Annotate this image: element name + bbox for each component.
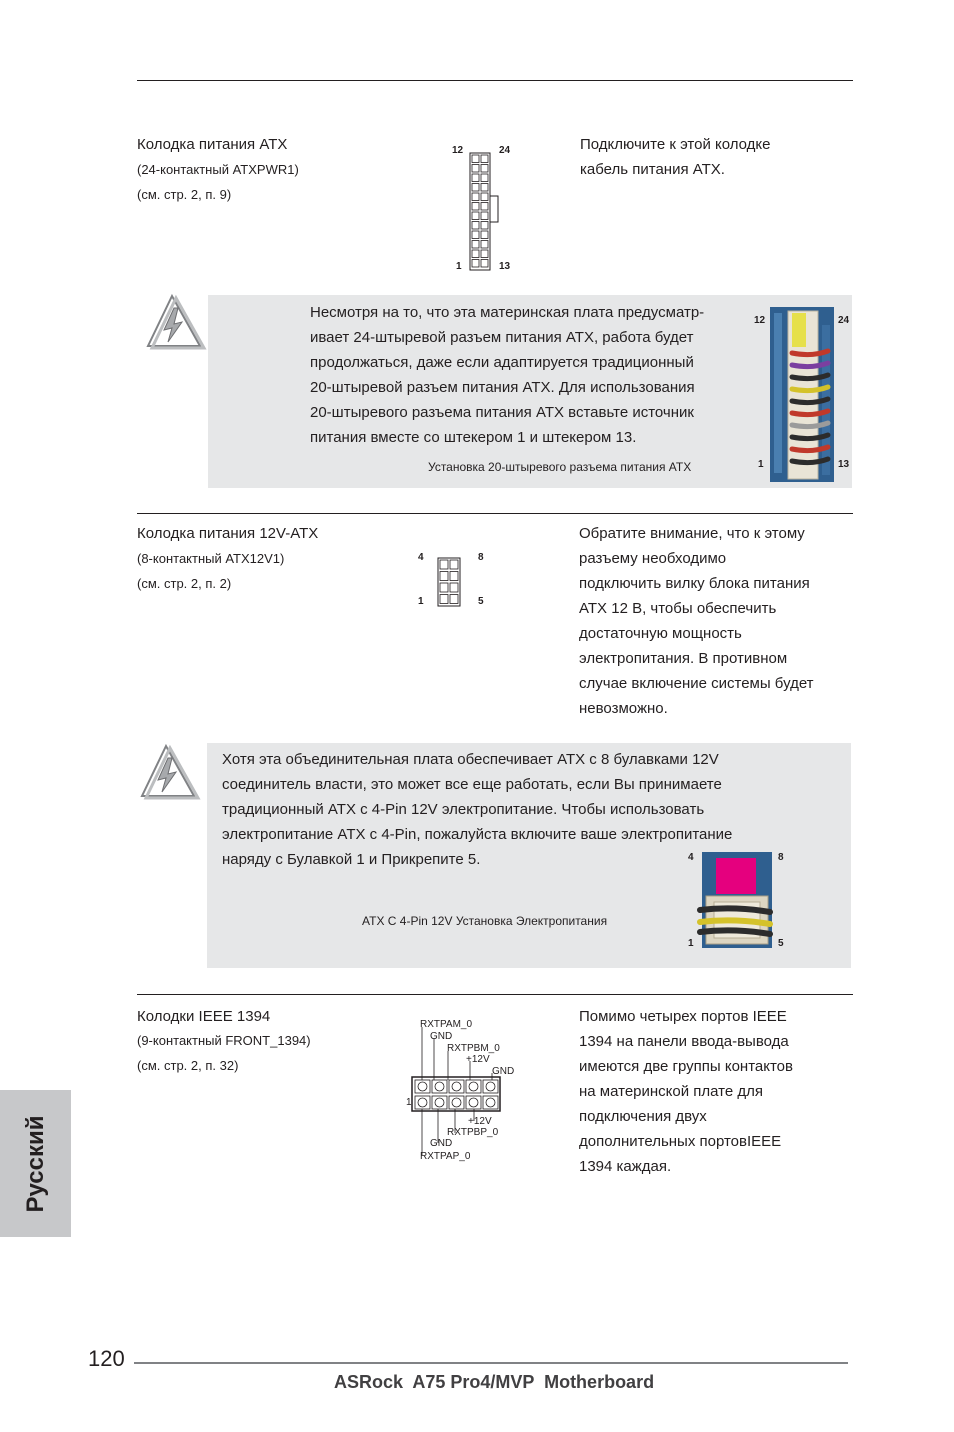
12v-desc-line: разъему необходимо: [579, 550, 727, 567]
warning-triangle-icon: [140, 292, 212, 352]
1394-pin-label-top: +12V: [466, 1054, 490, 1065]
atx24-pin: [472, 155, 479, 163]
12v-pin-8: 8: [478, 552, 484, 563]
ieee1394-pin-hole: [435, 1082, 444, 1091]
front-1394-header-diagram: [400, 1015, 530, 1165]
12v-sub1: (8-контактный ATX12V1): [137, 551, 285, 566]
atx24-pin: [481, 231, 488, 239]
1394-desc-line: Помимо четырех портов IEEE: [579, 1008, 787, 1025]
1394-pin-label-bottom: +12V: [468, 1116, 492, 1127]
ieee1394-pin-hole: [486, 1098, 495, 1107]
atx24-pin: [472, 260, 479, 268]
atx-note-line: продолжаться, даже если адаптируется традиционный: [310, 354, 694, 371]
atx-photo-label-12: 12: [754, 315, 766, 326]
12v-note-caption: ATX С 4-Pin 12V Установка Электропитания: [362, 914, 608, 928]
1394-pin-label-top: RXTPBM_0: [447, 1043, 500, 1054]
language-side-tab: [0, 1090, 71, 1237]
atx-photo-label-24: 24: [838, 315, 850, 326]
12v-photo-label-4: 4: [688, 852, 694, 863]
language-side-tab-label: Русский: [21, 1115, 49, 1212]
12v-pin-1: 1: [418, 596, 424, 607]
atx24-pin: [481, 260, 488, 268]
12v-note-line: соединитель власти, это может все еще работать, если Вы принимаете: [222, 776, 722, 793]
footer-product-name: ASRock A75 Pro4/MVP Motherboard: [334, 1372, 655, 1392]
atx24-pin: [481, 193, 488, 201]
atx-desc-line: Подключите к этой колодке: [580, 136, 771, 153]
section-rule-1394: [137, 994, 853, 995]
atx24-pin: [472, 184, 479, 192]
1394-pin-label-top: GND: [430, 1031, 453, 1042]
12v-desc-line: подключить вилку блока питания: [579, 575, 810, 592]
atx24-pin: [472, 203, 479, 211]
1394-pin-label-bottom: RXTPAP_0: [420, 1151, 471, 1162]
12v-connector-photo-image: [684, 848, 794, 953]
atx24-pin: [481, 184, 488, 192]
atx24-pin: [472, 241, 479, 249]
atx-note-line: ивает 24-штыревой разъем питания ATX, работа будет: [310, 329, 694, 346]
atx24-pin: [472, 231, 479, 239]
ieee1394-pin-hole: [418, 1098, 427, 1107]
1394-desc-line: имеются две группы контактов: [579, 1058, 793, 1075]
ieee1394-pin-hole: [469, 1082, 478, 1091]
ieee1394-pin-hole: [452, 1098, 461, 1107]
12v-desc-line: ATX 12 В, чтобы обеспечить: [579, 600, 777, 617]
1394-pin-1-label: 1: [406, 1097, 412, 1108]
1394-sub1: (9-контактный FRONT_1394): [137, 1033, 311, 1048]
12v-photo-label-1: 1: [688, 938, 694, 949]
atx24-pin: [481, 155, 488, 163]
12v-title: Колодка питания 12V-ATX: [137, 525, 319, 542]
ieee1394-pin-hole: [469, 1098, 478, 1107]
page-number: 120: [88, 1346, 125, 1371]
12v-pin-4: 4: [418, 552, 424, 563]
12v-desc-line: Обратите внимание, что к этому: [579, 525, 805, 542]
1394-desc-line: 1394 каждая.: [579, 1158, 672, 1175]
1394-pin-diagram: [400, 1015, 530, 1165]
atx-note-caption: Установка 20-штыревого разъема питания ATX: [428, 460, 692, 474]
atx-connector-photo-image: [752, 305, 852, 485]
atx24-pin: [481, 165, 488, 173]
12v-desc: [579, 521, 814, 721]
12v-photo-label-5: 5: [778, 938, 784, 949]
12v-note-line: Хотя эта объединительная плата обеспечивает ATX с 8 булавками 12V: [222, 751, 719, 768]
12v-photo: [684, 848, 794, 953]
12v-desc-line: случае включение системы будет: [579, 675, 814, 692]
1394-title: Колодки IEEE 1394: [137, 1008, 271, 1025]
12v-sub2: (см. стр. 2, п. 2): [137, 576, 232, 591]
ieee1394-pin-hole: [435, 1098, 444, 1107]
atx-note-text: [310, 300, 704, 450]
top-rule: [137, 80, 853, 81]
atx12v-pin: [440, 595, 448, 604]
atx12v-pin: [440, 583, 448, 592]
atx-pin-1: 1: [456, 261, 462, 272]
12v-desc-line: невозможно.: [579, 700, 668, 717]
atx24-pin: [481, 203, 488, 211]
12v-photo-label-8: 8: [778, 852, 784, 863]
atx-pin-24: 24: [499, 145, 511, 156]
atx-note-line: Несмотря на то, что эта материнская плата предусматр-: [310, 304, 705, 321]
12v-desc-line: электропитания. В противном: [579, 650, 788, 667]
atx-photo-label-1: 1: [758, 459, 764, 470]
atx-sub1: (24-контактный ATXPWR1): [137, 162, 299, 177]
atx-title: Колодка питания ATX: [137, 136, 288, 153]
12v-note-text: [222, 747, 732, 872]
ieee1394-pin-hole: [486, 1082, 495, 1091]
1394-pin-label-bottom: RXTPBP_0: [447, 1127, 499, 1138]
atx24-pin: [472, 212, 479, 220]
12v-note-line: электропитание ATX с 4-Pin, пожалуйста включите ваше электропитание: [222, 826, 733, 843]
atx-photo: [752, 305, 852, 485]
12v-desc-line: достаточную мощность: [579, 625, 742, 642]
ieee1394-pin-hole: [418, 1082, 427, 1091]
12v-pin-5: 5: [478, 596, 484, 607]
1394-pin-label-top: GND: [492, 1066, 515, 1077]
atx24-pin: [472, 193, 479, 201]
12v-note-line: традиционный ATX с 4-Pin 12V электропитание. Чтобы использовать: [222, 801, 705, 818]
warning-triangle-icon: [134, 742, 206, 802]
12v-note-line: наряду с Булавкой 1 и Прикрепите 5.: [222, 851, 481, 868]
atx24-pin: [481, 212, 488, 220]
atx24-pin: [472, 165, 479, 173]
atx24-pin: [481, 222, 488, 230]
atx24-pin: [472, 174, 479, 182]
atx-photo-label-13: 13: [838, 459, 850, 470]
atx12v-pin: [440, 560, 448, 569]
1394-sub2: (см. стр. 2, п. 32): [137, 1058, 239, 1073]
atx-note-line: 20-штыревого разъема питания ATX вставьте источник: [310, 404, 694, 421]
atx-note-line: питания вместе со штекером 1 и штекером 13.: [310, 429, 637, 446]
atx24-connector-diagram: [450, 143, 520, 275]
atx12v-pin-grid: [414, 550, 494, 612]
1394-desc: [579, 1004, 793, 1179]
atx-pin-13: 13: [499, 261, 511, 272]
atx12v-pin: [440, 572, 448, 581]
1394-pin-label-top: RXTPAM_0: [420, 1019, 473, 1030]
1394-pin-label-bottom: GND: [430, 1138, 453, 1149]
atx24-pin: [472, 250, 479, 258]
atx24-pin-grid: [450, 143, 520, 275]
atx12v-pin: [450, 583, 458, 592]
atx12v-pin: [450, 572, 458, 581]
atx12v-pin: [450, 595, 458, 604]
1394-desc-line: дополнительных портовIEEE: [579, 1133, 782, 1150]
atx24-pin: [481, 241, 488, 249]
atx24-pin: [481, 250, 488, 258]
atx-pin-12: 12: [452, 145, 464, 156]
atx12v-connector-diagram: [414, 550, 494, 612]
atx12v-pin: [450, 560, 458, 569]
atx-desc-line: кабель питания ATX.: [580, 161, 725, 178]
atx-note-line: 20-штыревой разъем питания ATX. Для использования: [310, 379, 695, 396]
1394-desc-line: подключения двух: [579, 1108, 707, 1125]
1394-desc-line: 1394 на панели ввода-вывода: [579, 1033, 789, 1050]
footer-rule: [134, 1362, 848, 1364]
atx24-pin: [472, 222, 479, 230]
atx24-pin: [481, 174, 488, 182]
section-rule-12v: [137, 513, 853, 514]
1394-desc-line: на материнской плате для: [579, 1083, 764, 1100]
atx-desc: [580, 132, 771, 182]
atx-sub2: (см. стр. 2, п. 9): [137, 187, 232, 202]
ieee1394-pin-hole: [452, 1082, 461, 1091]
